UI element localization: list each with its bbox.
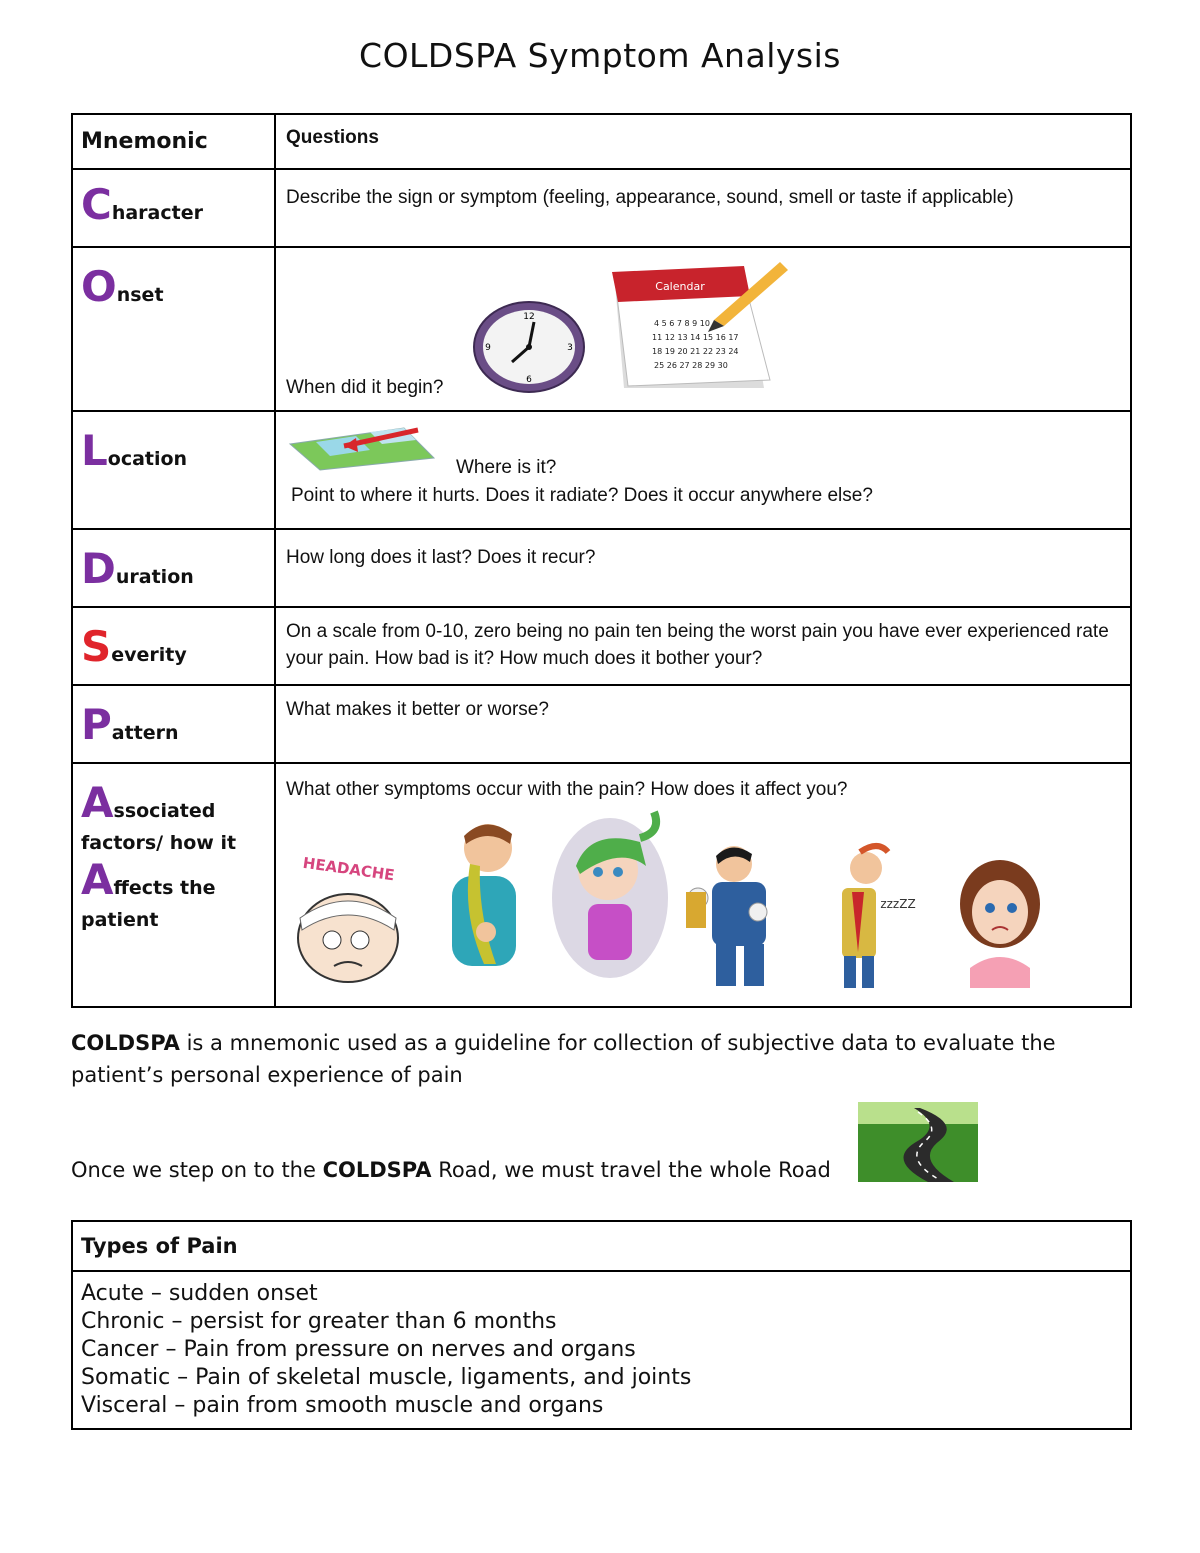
fatigue-icon bbox=[808, 842, 928, 992]
page-title: COLDSPA Symptom Analysis bbox=[359, 36, 841, 75]
types-list-row bbox=[72, 1271, 1131, 1429]
svg-text:12: 12 bbox=[523, 312, 535, 322]
word-duration: uration bbox=[115, 566, 194, 588]
types-header: Types of Pain bbox=[72, 1221, 1131, 1271]
svg-text:4 5 6 7 8 9 10: 4 5 6 7 8 9 10 bbox=[654, 319, 710, 328]
list-item: Chronic – persist for greater than 6 months bbox=[81, 1309, 557, 1334]
letter-a2: A bbox=[81, 855, 114, 904]
nausea-icon bbox=[426, 814, 530, 992]
question-severity: On a scale from 0-10, zero being no pain ten being the worst pain you have ever experienced rate your pain. How bad is it? How much does it bother your? bbox=[286, 621, 1109, 669]
word-pattern: attern bbox=[111, 722, 179, 744]
word-location: ocation bbox=[107, 448, 188, 470]
road-note bbox=[71, 1158, 831, 1182]
svg-text:25 26 27 28 29 30: 25 26 27 28 29 30 bbox=[654, 361, 728, 370]
letter-a1: A bbox=[81, 778, 114, 827]
road-note-bold: COLDSPA bbox=[322, 1158, 432, 1182]
letter-s: S bbox=[81, 622, 112, 671]
list-item: Acute – sudden onset bbox=[81, 1281, 318, 1306]
road-icon bbox=[858, 1102, 978, 1182]
word-associated: ssociated bbox=[113, 800, 216, 822]
letter-l: L bbox=[81, 426, 108, 475]
cough-icon bbox=[682, 842, 800, 992]
svg-text:3: 3 bbox=[567, 343, 573, 353]
types-of-pain-table bbox=[71, 1220, 1132, 1430]
svg-text:6: 6 bbox=[526, 375, 532, 385]
letter-p: P bbox=[81, 700, 112, 749]
coldspa-table bbox=[71, 113, 1132, 1008]
worried-woman-icon bbox=[956, 860, 1046, 988]
question-associated: What other symptoms occur with the pain? How does it affect you? bbox=[286, 779, 848, 800]
road-note-suffix: Road, we must travel the whole Road bbox=[431, 1158, 831, 1182]
table-row-associated bbox=[72, 763, 1131, 1007]
headache-icon bbox=[286, 854, 414, 986]
table-header-row bbox=[72, 114, 1131, 169]
calendar-icon bbox=[594, 260, 790, 394]
word-patient: patient bbox=[81, 909, 159, 931]
map-icon bbox=[286, 424, 436, 472]
road-note-prefix: Once we step on to the bbox=[71, 1158, 323, 1182]
calendar-label: Calendar bbox=[655, 280, 705, 293]
word-affects: ffects the bbox=[113, 877, 216, 899]
header-mnemonic: Mnemonic bbox=[81, 129, 208, 154]
mnemonic-note-bold: COLDSPA bbox=[71, 1031, 180, 1055]
letter-c: C bbox=[81, 180, 112, 229]
svg-text:18 19 20 21 22 23 24: 18 19 20 21 22 23 24 bbox=[652, 347, 739, 356]
word-severity: everity bbox=[111, 644, 187, 666]
mnemonic-note bbox=[71, 1027, 1131, 1091]
table-row-location bbox=[72, 411, 1131, 529]
letter-o: O bbox=[81, 262, 117, 311]
letter-d: D bbox=[81, 544, 116, 593]
types-header-row bbox=[72, 1221, 1131, 1271]
svg-text:9: 9 bbox=[485, 343, 491, 353]
list-item: Cancer – Pain from pressure on nerves and organs bbox=[81, 1337, 636, 1362]
word-factors: factors/ how it bbox=[81, 832, 237, 854]
question-duration: How long does it last? Does it recur? bbox=[286, 547, 596, 568]
headache-label: HEADACHE bbox=[301, 854, 396, 885]
question-character: Describe the sign or symptom (feeling, appearance, sound, smell or taste if applicable) bbox=[286, 187, 1014, 208]
stomach-ache-icon bbox=[550, 808, 670, 980]
table-row-onset bbox=[72, 247, 1131, 411]
list-item: Somatic – Pain of skeletal muscle, ligaments, and joints bbox=[81, 1365, 692, 1390]
svg-text:11 12 13 14 15 16 17: 11 12 13 14 15 16 17 bbox=[652, 333, 739, 342]
header-questions: Questions bbox=[286, 127, 379, 148]
word-onset: nset bbox=[116, 284, 164, 306]
table-row-pattern bbox=[72, 685, 1131, 763]
question-onset: When did it begin? bbox=[286, 377, 444, 398]
mnemonic-note-text: is a mnemonic used as a guideline for collection of subjective data to evaluate the patient’s personal experience of pain bbox=[71, 1031, 1056, 1087]
word-character: haracter bbox=[111, 202, 203, 224]
question-location-line1: Where is it? bbox=[456, 457, 557, 478]
question-location-line2: Point to where it hurts. Does it radiate? Does it occur anywhere else? bbox=[291, 485, 873, 506]
clock-icon bbox=[472, 300, 586, 394]
sleep-label: zzzZZ bbox=[880, 897, 916, 911]
question-pattern: What makes it better or worse? bbox=[286, 699, 549, 720]
table-row-severity bbox=[72, 607, 1131, 685]
table-row-character bbox=[72, 169, 1131, 247]
list-item: Visceral – pain from smooth muscle and organs bbox=[81, 1393, 604, 1418]
table-row-duration bbox=[72, 529, 1131, 607]
